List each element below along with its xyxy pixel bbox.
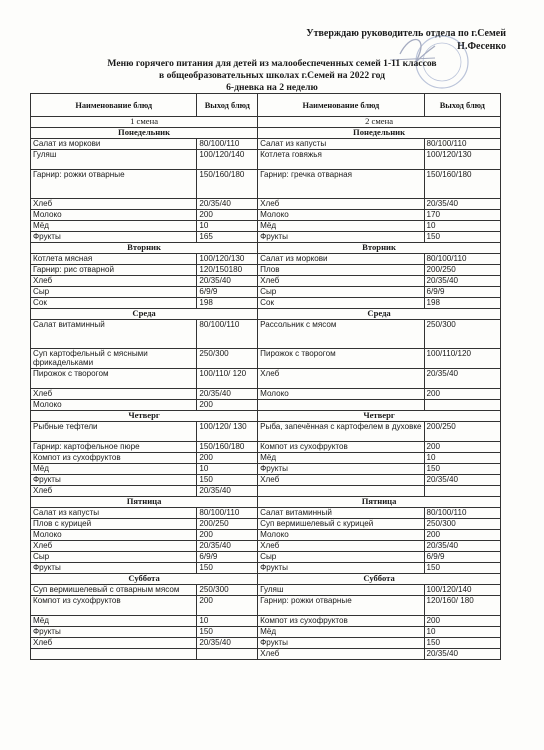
dish-1-cell: Молоко — [31, 530, 197, 541]
table-row — [31, 638, 501, 649]
dish-2-cell: Рыба, запечённая с картофелем в духовке — [258, 422, 424, 442]
dish-2-cell: Молоко — [258, 389, 424, 400]
dish-1-cell: Молоко — [31, 400, 197, 411]
table-row — [31, 199, 501, 210]
dish-2-cell: Сыр — [258, 287, 424, 298]
output-2-cell — [424, 400, 500, 411]
dish-1-cell: Суп картофельный с мясными фрикадельками — [31, 349, 197, 369]
output-1-cell: 150 — [197, 563, 258, 574]
table-row — [31, 210, 501, 221]
day-label-shift-1: Среда — [31, 309, 258, 320]
dish-2-cell: Хлеб — [258, 199, 424, 210]
output-2-cell: 20/35/40 — [424, 475, 500, 486]
table-row — [31, 276, 501, 287]
table-row — [31, 422, 501, 442]
day-label-shift-2: Вторник — [258, 243, 501, 254]
shift-row — [31, 117, 501, 128]
output-1-cell: 200 — [197, 530, 258, 541]
table-row — [31, 389, 501, 400]
output-2-cell: 6/9/9 — [424, 287, 500, 298]
output-2-cell: 80/100/110 — [424, 508, 500, 519]
output-1-cell: 150/160/180 — [197, 170, 258, 199]
day-header-row — [31, 497, 501, 508]
table-row — [31, 519, 501, 530]
dish-1-cell: Пирожок с творогом — [31, 369, 197, 389]
output-1-cell: 250/300 — [197, 349, 258, 369]
day-header-row — [31, 574, 501, 585]
day-label-shift-1: Вторник — [31, 243, 258, 254]
dish-2-cell: Хлеб — [258, 475, 424, 486]
output-2-cell: 20/35/40 — [424, 649, 500, 660]
dish-1-cell: Мёд — [31, 464, 197, 475]
menu-body — [31, 117, 501, 660]
dish-1-cell: Сыр — [31, 287, 197, 298]
table-row — [31, 265, 501, 276]
output-1-cell: 20/35/40 — [197, 389, 258, 400]
dish-1-cell: Гарнир: рожки отварные — [31, 170, 197, 199]
output-1-cell: 200 — [197, 596, 258, 616]
output-1-cell: 200 — [197, 453, 258, 464]
output-1-cell: 80/100/110 — [197, 139, 258, 150]
output-2-cell: 20/35/40 — [424, 369, 500, 389]
output-2-cell: 20/35/40 — [424, 199, 500, 210]
title-line-3: 6-дневка на 2 неделю — [226, 82, 318, 93]
day-header-row — [31, 243, 501, 254]
output-2-cell: 150 — [424, 464, 500, 475]
table-row — [31, 453, 501, 464]
output-2-cell: 10 — [424, 221, 500, 232]
output-2-cell: 100/120/140 — [424, 585, 500, 596]
approval-line-1: Утверждаю руководитель отдела по г.Семей — [306, 28, 506, 39]
output-1-cell: 6/9/9 — [197, 287, 258, 298]
output-1-cell: 20/35/40 — [197, 486, 258, 497]
dish-1-cell: Гуляш — [31, 150, 197, 170]
output-2-cell: 150 — [424, 563, 500, 574]
table-row — [31, 400, 501, 411]
dish-1-cell: Мёд — [31, 221, 197, 232]
dish-1-cell: Хлеб — [31, 486, 197, 497]
output-2-cell: 170 — [424, 210, 500, 221]
output-1-cell: 150 — [197, 627, 258, 638]
output-1-cell: 20/35/40 — [197, 638, 258, 649]
dish-2-cell: Котлета говяжья — [258, 150, 424, 170]
dish-1-cell: Хлеб — [31, 638, 197, 649]
output-2-cell: 250/300 — [424, 519, 500, 530]
dish-2-cell: Пирожок с творогом — [258, 349, 424, 369]
dish-2-cell: Сок — [258, 298, 424, 309]
day-header-row — [31, 128, 501, 139]
dish-2-cell — [258, 486, 424, 497]
table-row — [31, 232, 501, 243]
table-row — [31, 508, 501, 519]
day-label-shift-2: Среда — [258, 309, 501, 320]
dish-2-cell: Компот из сухофруктов — [258, 442, 424, 453]
day-label-shift-1: Пятница — [31, 497, 258, 508]
output-2-cell: 100/110/120 — [424, 349, 500, 369]
output-1-cell: 250/300 — [197, 585, 258, 596]
dish-2-cell: Хлеб — [258, 649, 424, 660]
title-line-2: в общеобразовательных школах г.Семей на 2022 год — [158, 70, 386, 81]
dish-2-cell: Фрукты — [258, 638, 424, 649]
dish-2-cell: Рассольник с мясом — [258, 320, 424, 349]
dish-2-cell: Салат из моркови — [258, 254, 424, 265]
table-row — [31, 530, 501, 541]
dish-1-cell: Компот из сухофруктов — [31, 453, 197, 464]
output-2-cell: 150 — [424, 232, 500, 243]
output-1-cell: 165 — [197, 232, 258, 243]
dish-2-cell: Фрукты — [258, 232, 424, 243]
dish-1-cell: Компот из сухофруктов — [31, 596, 197, 616]
day-label-shift-1: Четверг — [31, 411, 258, 422]
dish-1-cell: Мёд — [31, 616, 197, 627]
output-1-cell: 80/100/110 — [197, 508, 258, 519]
table-row — [31, 563, 501, 574]
dish-1-cell: Хлеб — [31, 541, 197, 552]
dish-1-cell: Сыр — [31, 552, 197, 563]
output-1-cell: 150 — [197, 475, 258, 486]
output-2-cell — [424, 486, 500, 497]
output-2-cell: 250/300 — [424, 320, 500, 349]
table-row — [31, 552, 501, 563]
output-2-cell: 6/9/9 — [424, 552, 500, 563]
table-row — [31, 585, 501, 596]
table-row — [31, 596, 501, 616]
dish-1-cell: Фрукты — [31, 627, 197, 638]
output-2-cell: 200 — [424, 389, 500, 400]
output-2-cell: 200 — [424, 530, 500, 541]
output-2-cell: 198 — [424, 298, 500, 309]
table-row — [31, 170, 501, 199]
column-header-dish-1: Наименование блюд — [31, 94, 197, 117]
output-1-cell: 80/100/110 — [197, 320, 258, 349]
dish-1-cell: Салат витаминный — [31, 320, 197, 349]
output-1-cell: 100/110/ 120 — [197, 369, 258, 389]
shift-2-label: 2 смена — [258, 117, 501, 128]
output-2-cell: 20/35/40 — [424, 276, 500, 287]
output-2-cell: 200/250 — [424, 422, 500, 442]
table-row — [31, 369, 501, 389]
dish-1-cell: Рыбные тефтели — [31, 422, 197, 442]
output-2-cell: 200 — [424, 616, 500, 627]
table-row — [31, 616, 501, 627]
dish-2-cell — [258, 400, 424, 411]
output-1-cell: 6/9/9 — [197, 552, 258, 563]
output-1-cell: 100/120/140 — [197, 150, 258, 170]
approval-line-2: Н.Фесенко — [457, 41, 506, 52]
output-1-cell: 10 — [197, 464, 258, 475]
output-2-cell: 80/100/110 — [424, 254, 500, 265]
output-2-cell: 150 — [424, 638, 500, 649]
table-row — [31, 150, 501, 170]
dish-2-cell: Гуляш — [258, 585, 424, 596]
dish-2-cell: Фрукты — [258, 464, 424, 475]
day-label-shift-2: Четверг — [258, 411, 501, 422]
dish-1-cell: Плов с курицей — [31, 519, 197, 530]
column-header-dish-2: Наименование блюд — [258, 94, 424, 117]
column-header-output-1: Выход блюд — [197, 94, 258, 117]
menu-table — [30, 93, 501, 660]
dish-1-cell — [31, 649, 197, 660]
dish-2-cell: Хлеб — [258, 276, 424, 287]
dish-2-cell: Сыр — [258, 552, 424, 563]
column-header-output-2: Выход блюд — [424, 94, 500, 117]
dish-1-cell: Хлеб — [31, 199, 197, 210]
dish-1-cell: Хлеб — [31, 389, 197, 400]
title-line-1: Меню горячего питания для детей из малообеспеченных семей 1-11 классов — [107, 58, 437, 69]
dish-2-cell: Компот из сухофруктов — [258, 616, 424, 627]
output-1-cell: 100/120/130 — [197, 254, 258, 265]
output-1-cell: 10 — [197, 221, 258, 232]
dish-1-cell: Хлеб — [31, 276, 197, 287]
output-2-cell: 200 — [424, 442, 500, 453]
dish-2-cell: Салат из капусты — [258, 139, 424, 150]
output-1-cell — [197, 649, 258, 660]
day-label-shift-1: Суббота — [31, 574, 258, 585]
table-row — [31, 486, 501, 497]
table-row — [31, 298, 501, 309]
dish-2-cell: Мёд — [258, 221, 424, 232]
dish-2-cell: Гарнир: гречка отварная — [258, 170, 424, 199]
dish-1-cell: Салат из моркови — [31, 139, 197, 150]
dish-1-cell: Гарнир: картофельное пюре — [31, 442, 197, 453]
output-1-cell: 200 — [197, 400, 258, 411]
output-1-cell: 120/150180 — [197, 265, 258, 276]
dish-2-cell: Мёд — [258, 627, 424, 638]
table-row — [31, 139, 501, 150]
table-header-row — [31, 94, 501, 117]
table-row — [31, 442, 501, 453]
dish-1-cell: Фрукты — [31, 475, 197, 486]
dish-2-cell: Фрукты — [258, 563, 424, 574]
table-row — [31, 349, 501, 369]
table-row — [31, 541, 501, 552]
table-row — [31, 464, 501, 475]
dish-1-cell: Фрукты — [31, 232, 197, 243]
output-1-cell: 20/35/40 — [197, 541, 258, 552]
dish-2-cell: Мёд — [258, 453, 424, 464]
dish-2-cell: Молоко — [258, 210, 424, 221]
table-row — [31, 221, 501, 232]
dish-2-cell: Молоко — [258, 530, 424, 541]
output-1-cell: 10 — [197, 616, 258, 627]
table-row — [31, 287, 501, 298]
output-2-cell: 80/100/110 — [424, 139, 500, 150]
dish-1-cell: Салат из капусты — [31, 508, 197, 519]
dish-2-cell: Хлеб — [258, 369, 424, 389]
output-2-cell: 200/250 — [424, 265, 500, 276]
day-header-row — [31, 309, 501, 320]
output-1-cell: 20/35/40 — [197, 276, 258, 287]
day-header-row — [31, 411, 501, 422]
output-1-cell: 200 — [197, 210, 258, 221]
dish-1-cell: Гарнир: рис отварной — [31, 265, 197, 276]
table-row — [31, 475, 501, 486]
output-2-cell: 120/160/ 180 — [424, 596, 500, 616]
dish-2-cell: Салат витаминный — [258, 508, 424, 519]
dish-1-cell: Суп вермишелевый с отварным мясом — [31, 585, 197, 596]
dish-1-cell: Фрукты — [31, 563, 197, 574]
output-2-cell: 100/120/130 — [424, 150, 500, 170]
day-label-shift-1: Понедельник — [31, 128, 258, 139]
dish-1-cell: Сок — [31, 298, 197, 309]
dish-1-cell: Молоко — [31, 210, 197, 221]
output-2-cell: 10 — [424, 453, 500, 464]
output-2-cell: 150/160/180 — [424, 170, 500, 199]
day-label-shift-2: Понедельник — [258, 128, 501, 139]
output-1-cell: 100/120/ 130 — [197, 422, 258, 442]
dish-1-cell: Котлета мясная — [31, 254, 197, 265]
table-row — [31, 254, 501, 265]
document-title — [0, 58, 544, 94]
shift-1-label: 1 смена — [31, 117, 258, 128]
day-label-shift-2: Суббота — [258, 574, 501, 585]
output-1-cell: 198 — [197, 298, 258, 309]
dish-2-cell: Суп вермишелевый с курицей — [258, 519, 424, 530]
output-1-cell: 150/160/180 — [197, 442, 258, 453]
day-label-shift-2: Пятница — [258, 497, 501, 508]
dish-2-cell: Плов — [258, 265, 424, 276]
output-2-cell: 20/35/40 — [424, 541, 500, 552]
table-row — [31, 320, 501, 349]
output-1-cell: 20/35/40 — [197, 199, 258, 210]
output-2-cell: 10 — [424, 627, 500, 638]
table-row — [31, 627, 501, 638]
table-row — [31, 649, 501, 660]
output-1-cell: 200/250 — [197, 519, 258, 530]
dish-2-cell: Гарнир: рожки отварные — [258, 596, 424, 616]
dish-2-cell: Хлеб — [258, 541, 424, 552]
